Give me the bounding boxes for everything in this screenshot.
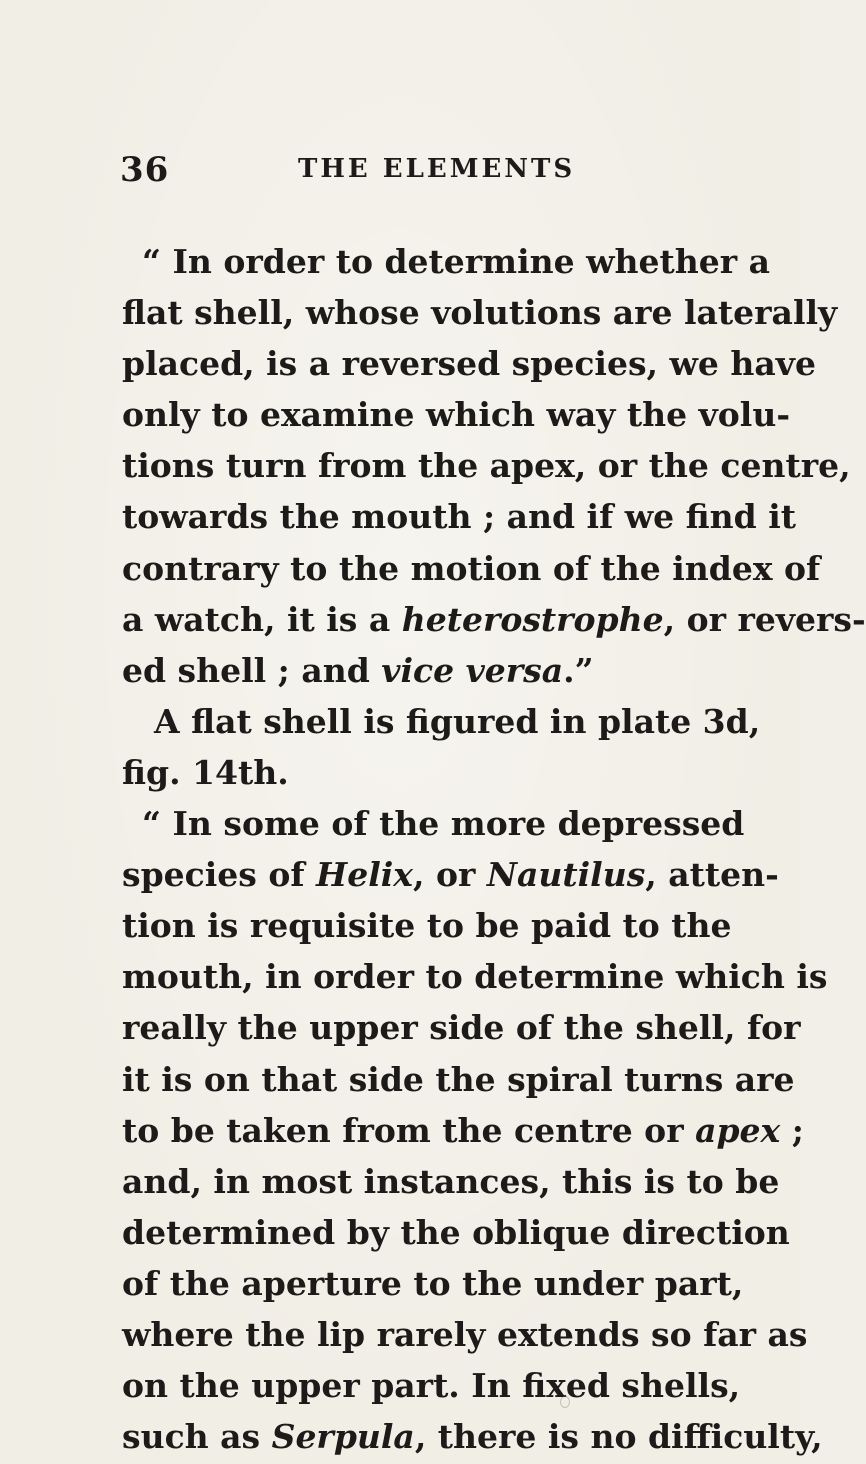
text-line: flat shell, whose volutions are laterally — [122, 293, 838, 333]
text-line: fig. 14th. — [122, 752, 289, 792]
text-line: of the aperture to the under part, — [122, 1263, 744, 1303]
text-line: “ In some of the more depressed — [142, 804, 745, 844]
running-title: THE ELEMENTS — [298, 154, 576, 184]
text-line: only to examine which way the volu- — [122, 395, 791, 435]
text-line: mouth, in order to determine which is — [122, 957, 828, 997]
text-line — [122, 594, 866, 645]
text-line: determined by the oblique direction — [122, 1212, 790, 1252]
text-line: towards the mouth ; and if we find it — [122, 497, 796, 537]
text-line — [122, 849, 779, 900]
text-segment: , there is no difficulty, — [414, 1417, 823, 1457]
text-segment: .” — [563, 650, 594, 690]
text-segment: a watch, it is a — [122, 599, 402, 639]
text-line: A flat shell is figured in plate 3d, — [154, 701, 761, 741]
text-segment: to be taken from the centre or — [122, 1110, 696, 1150]
text-segment: such as — [122, 1417, 272, 1457]
italic-term: Serpula — [271, 1417, 415, 1457]
page-number: 36 — [120, 150, 170, 190]
text-line — [122, 1411, 823, 1462]
text-segment: , atten- — [645, 855, 779, 895]
text-line: tions turn from the apex, or the centre, — [122, 446, 851, 486]
text-line: placed, is a reversed species, we have — [122, 344, 816, 384]
text-line — [122, 1105, 804, 1156]
text-segment: , or revers- — [663, 599, 866, 639]
text-segment: ; — [780, 1110, 804, 1150]
text-line: and, in most instances, this is to be — [122, 1161, 780, 1201]
text-segment: , or — [412, 855, 487, 895]
running-head — [120, 150, 680, 190]
text-line: on the upper part. In fixed shells, — [122, 1366, 741, 1406]
text-line: it is on that side the spiral turns are — [122, 1059, 795, 1099]
paper-speck — [560, 1396, 570, 1408]
italic-term: heterostrophe — [401, 599, 664, 639]
italic-term: Helix — [316, 855, 413, 895]
italic-term: apex — [695, 1110, 781, 1150]
text-line — [122, 645, 722, 696]
text-segment: species of — [122, 855, 317, 895]
text-line: “ In order to determine whether a — [142, 242, 770, 281]
text-line: really the upper side of the shell, for — [122, 1008, 801, 1048]
text-line: where the lip rarely extends so far as — [122, 1314, 808, 1354]
italic-term: vice versa — [381, 650, 564, 690]
text-segment: ed shell ; and — [122, 650, 382, 690]
italic-term: Nautilus — [486, 855, 646, 895]
body-text — [122, 236, 866, 1462]
text-line: contrary to the motion of the index of — [122, 548, 821, 588]
text-line: tion is requisite to be paid to the — [122, 906, 732, 946]
